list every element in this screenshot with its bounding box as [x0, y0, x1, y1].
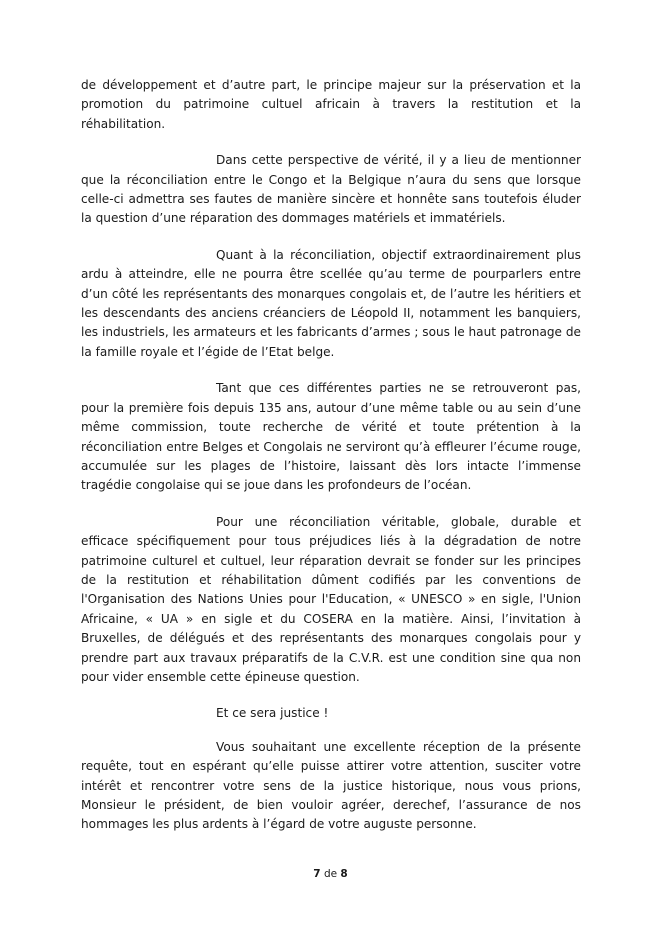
- document-body: [81, 76, 581, 852]
- current-page-number: 7: [313, 868, 321, 880]
- paragraph-justice: Et ce sera justice !: [216, 706, 329, 721]
- paragraph-continuation: de développement et d’autre part, le principe majeur sur la préservation et la promotion du patrimoine cultuel africain à travers la restitution et la réhabilitation.: [81, 78, 581, 131]
- paragraph-closing: Vous souhaitant une excellente réception de la présente requête, tout en espérant qu’elle puisse attirer votre attention, susciter votre intérêt et rencontrer votre sens de la justice historique, nous vous prions, Monsieur le président, de bien vouloir agréer, derechef, l’assurance de nos hommages les plus ardents à l’égard de votre auguste personne.: [81, 739, 581, 832]
- paragraph-verite: Dans cette perspective de vérité, il y a lieu de mentionner que la réconciliation entre le Congo et la Belgique n’aura du sens que lorsque celle-ci admettra ses fautes de manière sincère et honnête sans toutefois éluder la question d’une réparation des dommages matériels et immatériels.: [81, 153, 581, 226]
- page-number: [0, 868, 661, 880]
- paragraph-parties: Tant que ces différentes parties ne se retrouveront pas, pour la première fois depuis 135 ans, autour d’une même table ou au sein d’une même commission, toute recherche de vérité et toute prétention à la réconciliation entre Belges et Congolais ne serviront qu’à effleurer l’écume rouge, accumulée sur les plages de l’histoire, laissant dès lors intacte l’immense tragédie congolaise qui se joue dans les profondeurs de l’océan.: [81, 381, 581, 493]
- total-pages-number: 8: [340, 868, 348, 880]
- paragraph-reconciliation: Quant à la réconciliation, objectif extraordinairement plus ardu à atteindre, elle ne pourra être scellée qu’au terme de pourparlers entre d’un côté les représentants des monarques congolais et, de l’autre les héritiers et les descendants des anciens créanciers de Léopold II, notamment les banquiers, les industriels, les armateurs et les fabricants d’armes ; sous le haut patronage de la famille royale et l’égide de l’Etat belge.: [81, 247, 581, 359]
- paragraph-reparation: Pour une réconciliation véritable, globale, durable et efficace spécifiquement pour tous préjudices liés à la dégradation de notre patrimoine culturel et cultuel, leur réparation devrait se fonder sur les principes de la restitution et réhabilitation dûment codifiés par les conventions de l'Organisation des Nations Unies pour l'Education, « UNESCO » en sigle, l'Union Africaine, « UA » en sigle et du COSERA en la matière. Ainsi, l’invitation à Bruxelles, de délégués et des représentants des monarques congolais pour y prendre part aux travaux préparatifs de la C.V.R. est une condition sine qua non pour vider ensemble cette épineuse question.: [81, 514, 581, 684]
- page-separator: de: [323, 868, 338, 880]
